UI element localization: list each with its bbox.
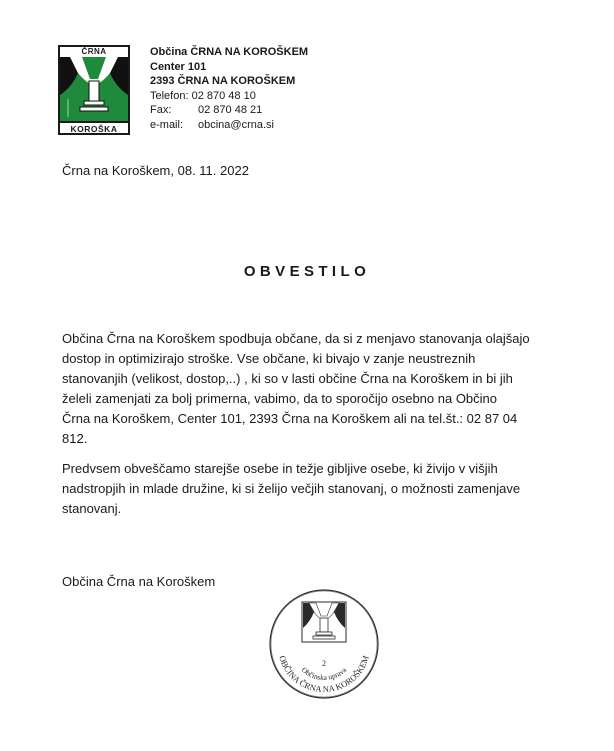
municipality-logo [58, 45, 130, 135]
fax-label: Fax: [150, 104, 172, 117]
stamp-outer-text: OBČINA ČRNA NA KOROŠKEM [277, 654, 371, 695]
email-line [150, 118, 308, 133]
logo-emblem [60, 57, 128, 123]
fax-line [150, 103, 308, 118]
paragraph-line: Občina Črna na Koroškem spodbuja občane, da si z menjavo stanovanja olajšajo [62, 331, 530, 346]
paragraph-1 [62, 329, 562, 449]
paragraph-line: 812. [62, 431, 88, 446]
email-label: e-mail: [150, 118, 184, 131]
paragraph-line: dostop in optimizirajo stroške. Vse občane, ki bivajo v zanje neustreznih [62, 351, 476, 366]
paragraph-line: Črna na Koroškem, Center 101, 2393 Črna na Koroškem ali na tel.št.: 02 87 04 [62, 411, 518, 426]
municipality-name: Občina ČRNA NA KOROŠKEM [150, 46, 309, 58]
paragraph-line: nadstropjih in mlade družine, ki si želijo večjih stanovanj, o možnosti zamenjave [62, 481, 521, 496]
official-stamp [268, 588, 380, 700]
logo-bottom-text: KOROŠKA [60, 121, 128, 133]
letterhead-contact [150, 45, 308, 133]
stamp-inner-text: Občinska uprava [299, 665, 349, 683]
municipality-address: Center 101 [150, 60, 207, 73]
letter-date: Črna na Koroškem, 08. 11. 2022 [62, 163, 249, 178]
paragraph-2 [62, 459, 562, 519]
logo-top-text: ČRNA [81, 47, 107, 56]
paragraph-line: želeli zamenjati za bolj primerna, vabimo, da to sporočijo osebno na Občino [62, 391, 498, 406]
email-value: obcina@crna.si [198, 118, 274, 131]
stamp-number: 2 [322, 659, 326, 668]
fax-value: 02 870 48 21 [198, 104, 263, 117]
municipality-city: 2393 ČRNA NA KOROŠKEM [150, 75, 296, 88]
paragraph-line: stanovanj. [62, 501, 122, 516]
phone-line: Telefon: 02 870 48 10 [150, 89, 256, 102]
paragraph-line: Predvsem obveščamo starejše osebe in težje gibljive osebe, ki živijo v višjih [62, 461, 498, 476]
document-title: OBVESTILO [243, 263, 371, 280]
signature-line: Občina Črna na Koroškem [62, 574, 216, 589]
paragraph-line: stanovanjih (velikost, dostop,..) , ki so v lasti občine Črna na Koroškem in bi jih [62, 371, 513, 386]
